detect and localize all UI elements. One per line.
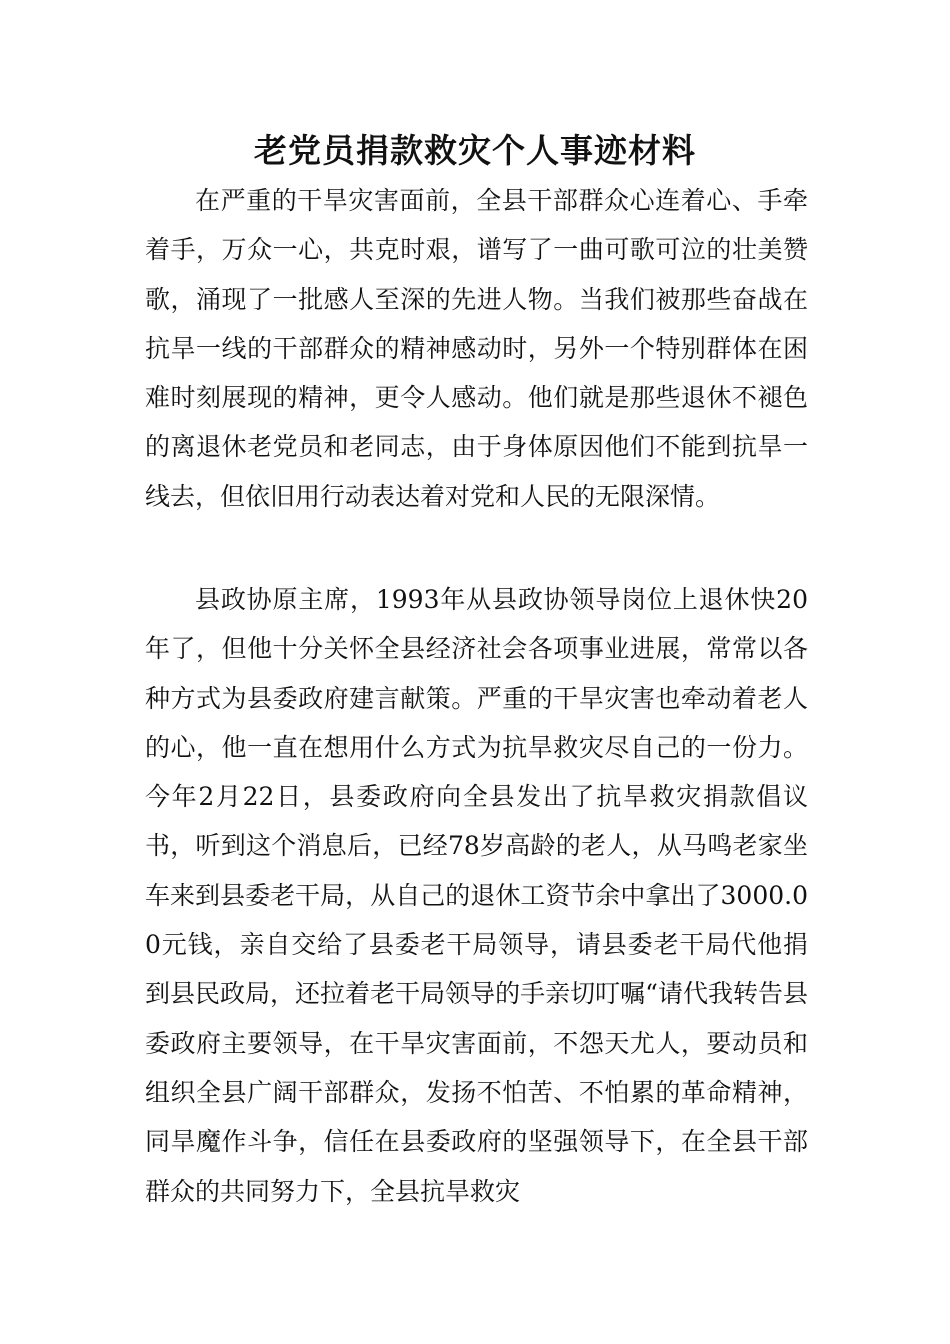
paragraph-1: 在严重的干旱灾害面前，全县干部群众心连着心、手牵着手，万众一心，共克时艰，谱写了一曲可歌可泣的壮美赞歌，涌现了一批感人至深的先进人物。当我们被那些奋战在抗旱一线的干部群众的精神感动时，另外一个特别群体在困难时刻展现的精神，更令人感动。他们就是那些退休不褪色的离退休老党员和老同志，由于身体原因他们不能到抗旱一线去，但依旧用行动表达着对党和人民的无限深情。 — [145, 186, 808, 511]
paragraph-2: 县政协原主席，1993年从县政协领导岗位上退休快20年了，但他十分关怀全县经济社会各项事业进展，常常以各种方式为县委政府建言献策。严重的干旱灾害也牵动着老人的心，他一直在想用什么方式为抗旱救灾尽自己的一份力。今年2月22日，县委政府向全县发出了抗旱救灾捐款倡议书，听到这个消息后，已经78岁高龄的老人，从马鸣老家坐车来到县委老干局，从自己的退休工资节余中拿出了3000.00元钱，亲自交给了县委老干局领导，请县委老干局代他捐到县民政局，还拉着老干局领导的手亲切叮嘱“请代我转告县委政府主要领导，在干旱灾害面前，不怨天尤人，要动员和组织全县广阔干部群众，发扬不怕苦、不怕累的革命精神，同旱魔作斗争，信任在县委政府的坚强领导下，在全县干部群众的共同努力下，全县抗旱救灾 — [145, 585, 808, 1206]
document-title: 老党员捐款救灾个人事迹材料 — [254, 131, 696, 170]
